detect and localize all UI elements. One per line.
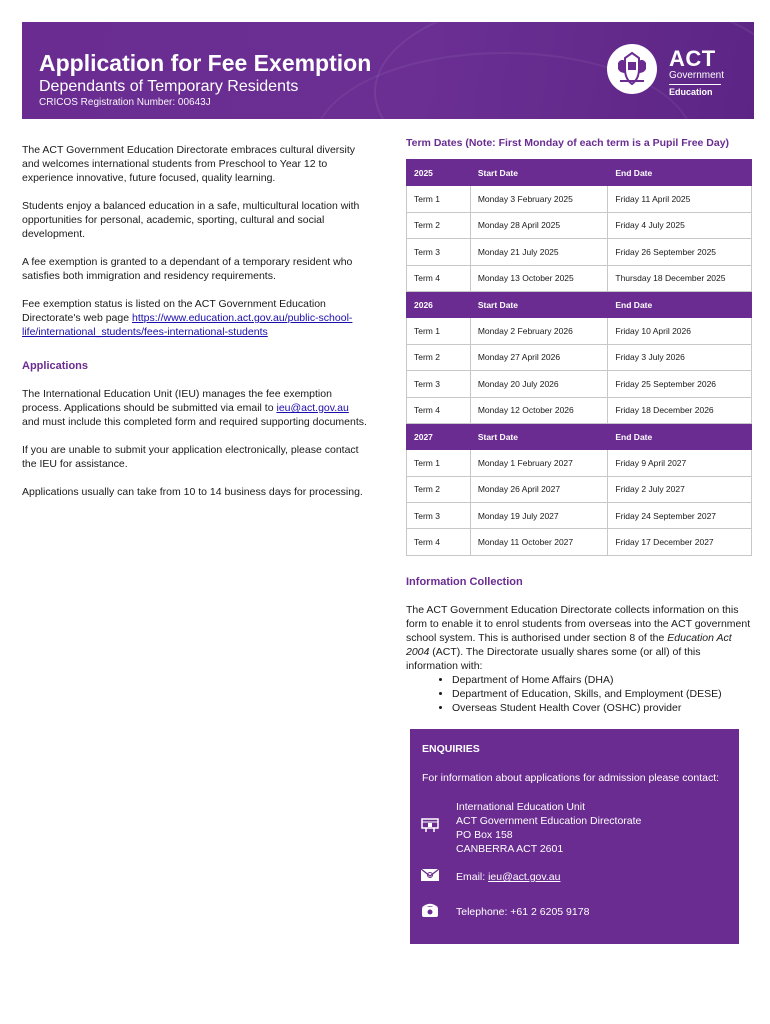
postal-address [456, 800, 641, 856]
end-date-cell: Friday 3 July 2026 [608, 344, 752, 370]
year-cell: 2027 [407, 423, 471, 449]
start-date-cell: Monday 13 October 2025 [470, 265, 608, 291]
intro-paragraph-4 [22, 297, 367, 339]
year-cell: 2025 [407, 160, 471, 186]
table-row [407, 529, 752, 555]
end-date-header: End Date [608, 160, 752, 186]
cricos-number: CRICOS Registration Number: 00643J [39, 97, 211, 108]
logo-act-text: ACT [669, 46, 716, 71]
term-dates-heading: Term Dates (Note: First Monday of each term is a Pupil Free Day) [406, 137, 730, 149]
table-row [407, 265, 752, 291]
year-header-row [407, 423, 752, 449]
start-date-cell: Monday 27 April 2026 [470, 344, 608, 370]
intro-paragraph-2: Students enjoy a balanced education in a safe, multicultural location with opportunities for personal, academic, sporting, cultural and social development. [22, 200, 360, 240]
table-row [407, 397, 752, 423]
email-label: Email: [456, 871, 489, 883]
term-cell: Term 1 [407, 318, 471, 344]
applications-paragraph-2: If you are unable to submit your application electronically, please contact the IEU for assistance. [22, 444, 359, 470]
start-date-header: Start Date [470, 160, 608, 186]
page-subtitle: Dependants of Temporary Residents [39, 78, 299, 95]
ieu-email-link[interactable]: ieu@act.gov.au [276, 402, 349, 414]
enquiries-box [410, 729, 739, 944]
term-cell: Term 4 [407, 397, 471, 423]
enquiries-email-link[interactable]: ieu@act.gov.au [488, 871, 561, 883]
term-cell: Term 1 [407, 450, 471, 476]
enquiries-title: ENQUIRIES [422, 743, 480, 755]
table-row [407, 344, 752, 370]
email-icon [420, 867, 440, 883]
term-cell: Term 4 [407, 529, 471, 555]
term-dates-section [406, 137, 754, 556]
logo-government-text: Government [669, 70, 725, 81]
information-collection-heading: Information Collection [406, 576, 523, 588]
info-tail: (ACT). The Directorate usually shares some (or all) of this information with: [406, 646, 701, 672]
end-date-cell: Friday 17 December 2027 [608, 529, 752, 555]
start-date-header: Start Date [470, 423, 608, 449]
year-header-row [407, 160, 752, 186]
term-cell: Term 3 [407, 239, 471, 265]
end-date-cell: Friday 26 September 2025 [608, 239, 752, 265]
term-cell: Term 4 [407, 265, 471, 291]
end-date-cell: Friday 9 April 2027 [608, 450, 752, 476]
year-cell: 2026 [407, 291, 471, 317]
intro-paragraph-3: A fee exemption is granted to a dependant of a temporary resident who satisfies both immigration and residency requirements. [22, 256, 353, 282]
coat-of-arms-icon [607, 44, 657, 94]
logo-divider [669, 84, 721, 85]
building-icon [420, 817, 440, 833]
start-date-cell: Monday 11 October 2027 [470, 529, 608, 555]
list-item: • Department of Home Affairs (DHA) [452, 673, 754, 687]
education-act-title: Education Act 2004 [406, 632, 732, 658]
start-date-cell: Monday 1 February 2027 [470, 450, 608, 476]
header-banner [22, 22, 754, 119]
end-date-header: End Date [608, 423, 752, 449]
year-header-row [407, 291, 752, 317]
term-cell: Term 2 [407, 476, 471, 502]
list-item: • Overseas Student Health Cover (OSHC) provider [452, 701, 754, 715]
intro-column [22, 143, 367, 513]
table-row [407, 450, 752, 476]
start-date-cell: Monday 2 February 2026 [470, 318, 608, 344]
table-row [407, 503, 752, 529]
table-row [407, 239, 752, 265]
applications-paragraph-1 [22, 387, 367, 429]
end-date-cell: Friday 24 September 2027 [608, 503, 752, 529]
start-date-cell: Monday 28 April 2025 [470, 212, 608, 238]
address-line: CANBERRA ACT 2601 [456, 843, 564, 855]
end-date-cell: Friday 18 December 2026 [608, 397, 752, 423]
applications-paragraph-3: Applications usually can take from 10 to 14 business days for processing. [22, 486, 363, 498]
end-date-header: End Date [608, 291, 752, 317]
table-row [407, 371, 752, 397]
applications-tail: and must include this completed form and required supporting documents. [22, 416, 367, 428]
end-date-cell: Friday 10 April 2026 [608, 318, 752, 344]
end-date-cell: Thursday 18 December 2025 [608, 265, 752, 291]
term-cell: Term 2 [407, 212, 471, 238]
intro-paragraph-4-text: Fee exemption status is listed on the ACT Government Education Directorate's web page [22, 298, 326, 324]
start-date-header: Start Date [470, 291, 608, 317]
start-date-cell: Monday 12 October 2026 [470, 397, 608, 423]
term-cell: Term 3 [407, 371, 471, 397]
info-text: The ACT Government Education Directorate collects information on this form to enable it to enrol students from overseas into the ACT government school system. This is authorised under section 8 of the [406, 604, 751, 644]
intro-paragraph-1: The ACT Government Education Directorate embraces cultural diversity and welcomes international students from Preschool to Year 12 to experience innovative, future focused, quality learning. [22, 144, 356, 184]
start-date-cell: Monday 26 April 2027 [470, 476, 608, 502]
information-collection-section [406, 575, 754, 715]
telephone-number: Telephone: +61 2 6205 9178 [456, 906, 590, 918]
end-date-cell: Friday 11 April 2025 [608, 186, 752, 212]
term-dates-table [406, 159, 752, 556]
enquiries-intro: For information about applications for admission please contact: [422, 772, 720, 784]
table-row [407, 318, 752, 344]
telephone-icon [420, 903, 440, 919]
applications-heading: Applications [22, 360, 89, 372]
start-date-cell: Monday 3 February 2025 [470, 186, 608, 212]
table-row [407, 212, 752, 238]
fees-web-page-link[interactable]: https://www.education.act.gov.au/public-school-life/international_students/fees-international-students [22, 312, 353, 338]
start-date-cell: Monday 21 July 2025 [470, 239, 608, 265]
start-date-cell: Monday 19 July 2027 [470, 503, 608, 529]
shared-with-list [452, 673, 754, 715]
address-line: ACT Government Education Directorate [456, 815, 642, 827]
page-title: Application for Fee Exemption [39, 50, 372, 76]
start-date-cell: Monday 20 July 2026 [470, 371, 608, 397]
table-row [407, 186, 752, 212]
end-date-cell: Friday 2 July 2027 [608, 476, 752, 502]
logo-education-text: Education [669, 87, 713, 97]
address-line: PO Box 158 [456, 829, 513, 841]
address-line: International Education Unit [456, 801, 585, 813]
email-line [456, 871, 560, 883]
list-item: • Department of Education, Skills, and Employment (DESE) [452, 687, 754, 701]
applications-text: The International Education Unit (IEU) manages the fee exemption process. Applications should be submitted via email to [22, 388, 332, 414]
table-row [407, 476, 752, 502]
act-government-logo [607, 44, 743, 98]
term-cell: Term 3 [407, 503, 471, 529]
information-collection-paragraph [406, 603, 754, 673]
term-cell: Term 2 [407, 344, 471, 370]
end-date-cell: Friday 25 September 2026 [608, 371, 752, 397]
end-date-cell: Friday 4 July 2025 [608, 212, 752, 238]
term-cell: Term 1 [407, 186, 471, 212]
